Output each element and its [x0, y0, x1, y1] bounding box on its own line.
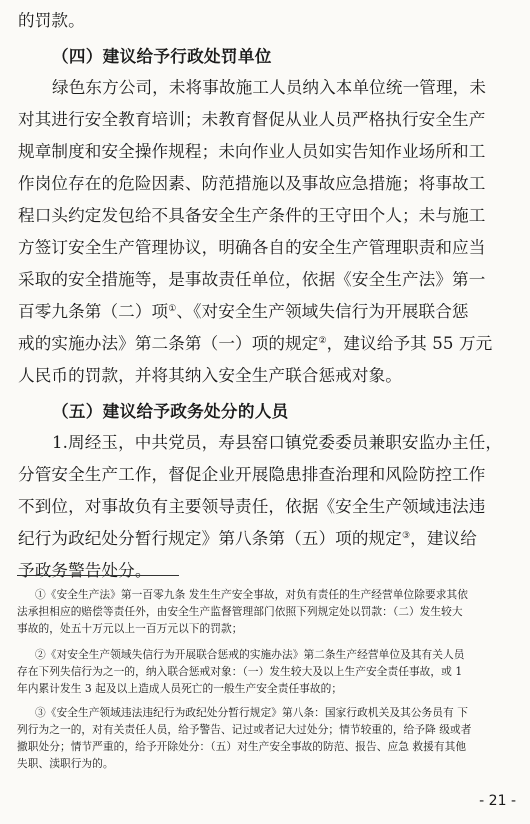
- body-line-9: 采取的安全措施等，是事故责任单位，依据《安全生产法》第一: [18, 270, 486, 289]
- body-line-11: 戒的实施办法》第二条第（一）项的规定②，建议给予其 55 万元: [18, 334, 493, 353]
- footnote-1-line-2: 法承担相应的赔偿等责任外，由安全生产监督管理部门依照下列规定处以罚款：（二）发生较大: [17, 605, 463, 618]
- body-line-3: 绿色东方公司，未将事故施工人员纳入本单位统一管理，未: [52, 78, 487, 97]
- body-line-8: 方签订安全生产管理协议，明确各自的安全生产管理职责和应当: [18, 238, 486, 257]
- body-line-5: 规章制度和安全操作规程；未向作业人员如实告知作业场所和工: [18, 142, 486, 161]
- body-line-7: 程口头约定发包给不具备安全生产条件的王守田个人；未与施工: [18, 206, 486, 225]
- footnote-ref-1: ①: [168, 304, 177, 314]
- body-line-10: 百零九条第（二）项①、《对安全生产领域失信行为开展联合惩: [18, 302, 469, 321]
- footnote-2-line-1: ②《对安全生产领域失信行为开展联合惩戒的实施办法》第二条生产经营单位及其有关人员: [35, 648, 465, 661]
- body-line-4: 对其进行安全教育培训；未教育督促从业人员严格执行安全生产: [18, 110, 486, 129]
- footnote-2-line-2: 存在下列失信行为之一的，纳入联合惩戒对象：（一）发生较大及以上生产安全责任事故，或 1: [17, 665, 463, 678]
- footnote-1-line-1: ①《安全生产法》第一百零九条 发生生产安全事故，对负有责任的生产经营单位除要求其依: [35, 588, 468, 601]
- footnote-separator: [17, 575, 179, 576]
- footnote-3-line-4: 失职、渎职行为的。: [17, 757, 114, 770]
- body-line-12: 人民币的罚款，并将其纳入安全生产联合惩戒对象。: [18, 366, 402, 385]
- section-heading-4: （四）建议给予行政处罚单位: [52, 46, 272, 66]
- footnote-1-line-3: 事故的，处五十万元以上一百万元以下的罚款；: [17, 622, 243, 635]
- footnote-3-line-2: 列行为之一的，对有关责任人员，给予警告、记过或者记大过处分；情节较重的，给予降 级或者: [17, 723, 472, 736]
- section-heading-5: （五）建议给予政务处分的人员: [52, 401, 289, 421]
- body-line-18: 予政务警告处分。: [18, 561, 152, 580]
- footnote-3-line-1: ③《安全生产领域违法违纪行为政纪处分暂行规定》第八条：国家行政机关及其公务员有 下: [35, 706, 468, 719]
- body-line-1: 的罚款。: [18, 11, 85, 30]
- footnote-3-line-3: 撤职处分；情节严重的，给予开除处分：（五）对生产安全事故的防范、报告、应急 救援有其他: [17, 740, 467, 753]
- body-line-15: 分管安全生产工作，督促企业开展隐患排查治理和风险防控工作: [18, 465, 486, 484]
- footnote-ref-3: ③: [401, 531, 411, 541]
- body-line-6: 作岗位存在的危险因素、防范措施以及事故应急措施；将事故工: [18, 174, 486, 193]
- footnote-ref-2: ②: [318, 336, 327, 346]
- body-line-14: 1.周经玉，中共党员，寿县窑口镇党委委员兼职安监办主任，: [52, 433, 503, 452]
- body-line-17: 纪行为政纪处分暂行规定》第八条第（五）项的规定③，建议给: [18, 529, 477, 548]
- page-number: - 21 -: [479, 793, 516, 809]
- body-line-16: 不到位，对事故负有主要领导责任，依据《安全生产领域违法违: [18, 497, 486, 516]
- footnote-2-line-3: 年内累计发生 3 起及以上造成人员死亡的一般生产安全责任事故的；: [17, 682, 343, 695]
